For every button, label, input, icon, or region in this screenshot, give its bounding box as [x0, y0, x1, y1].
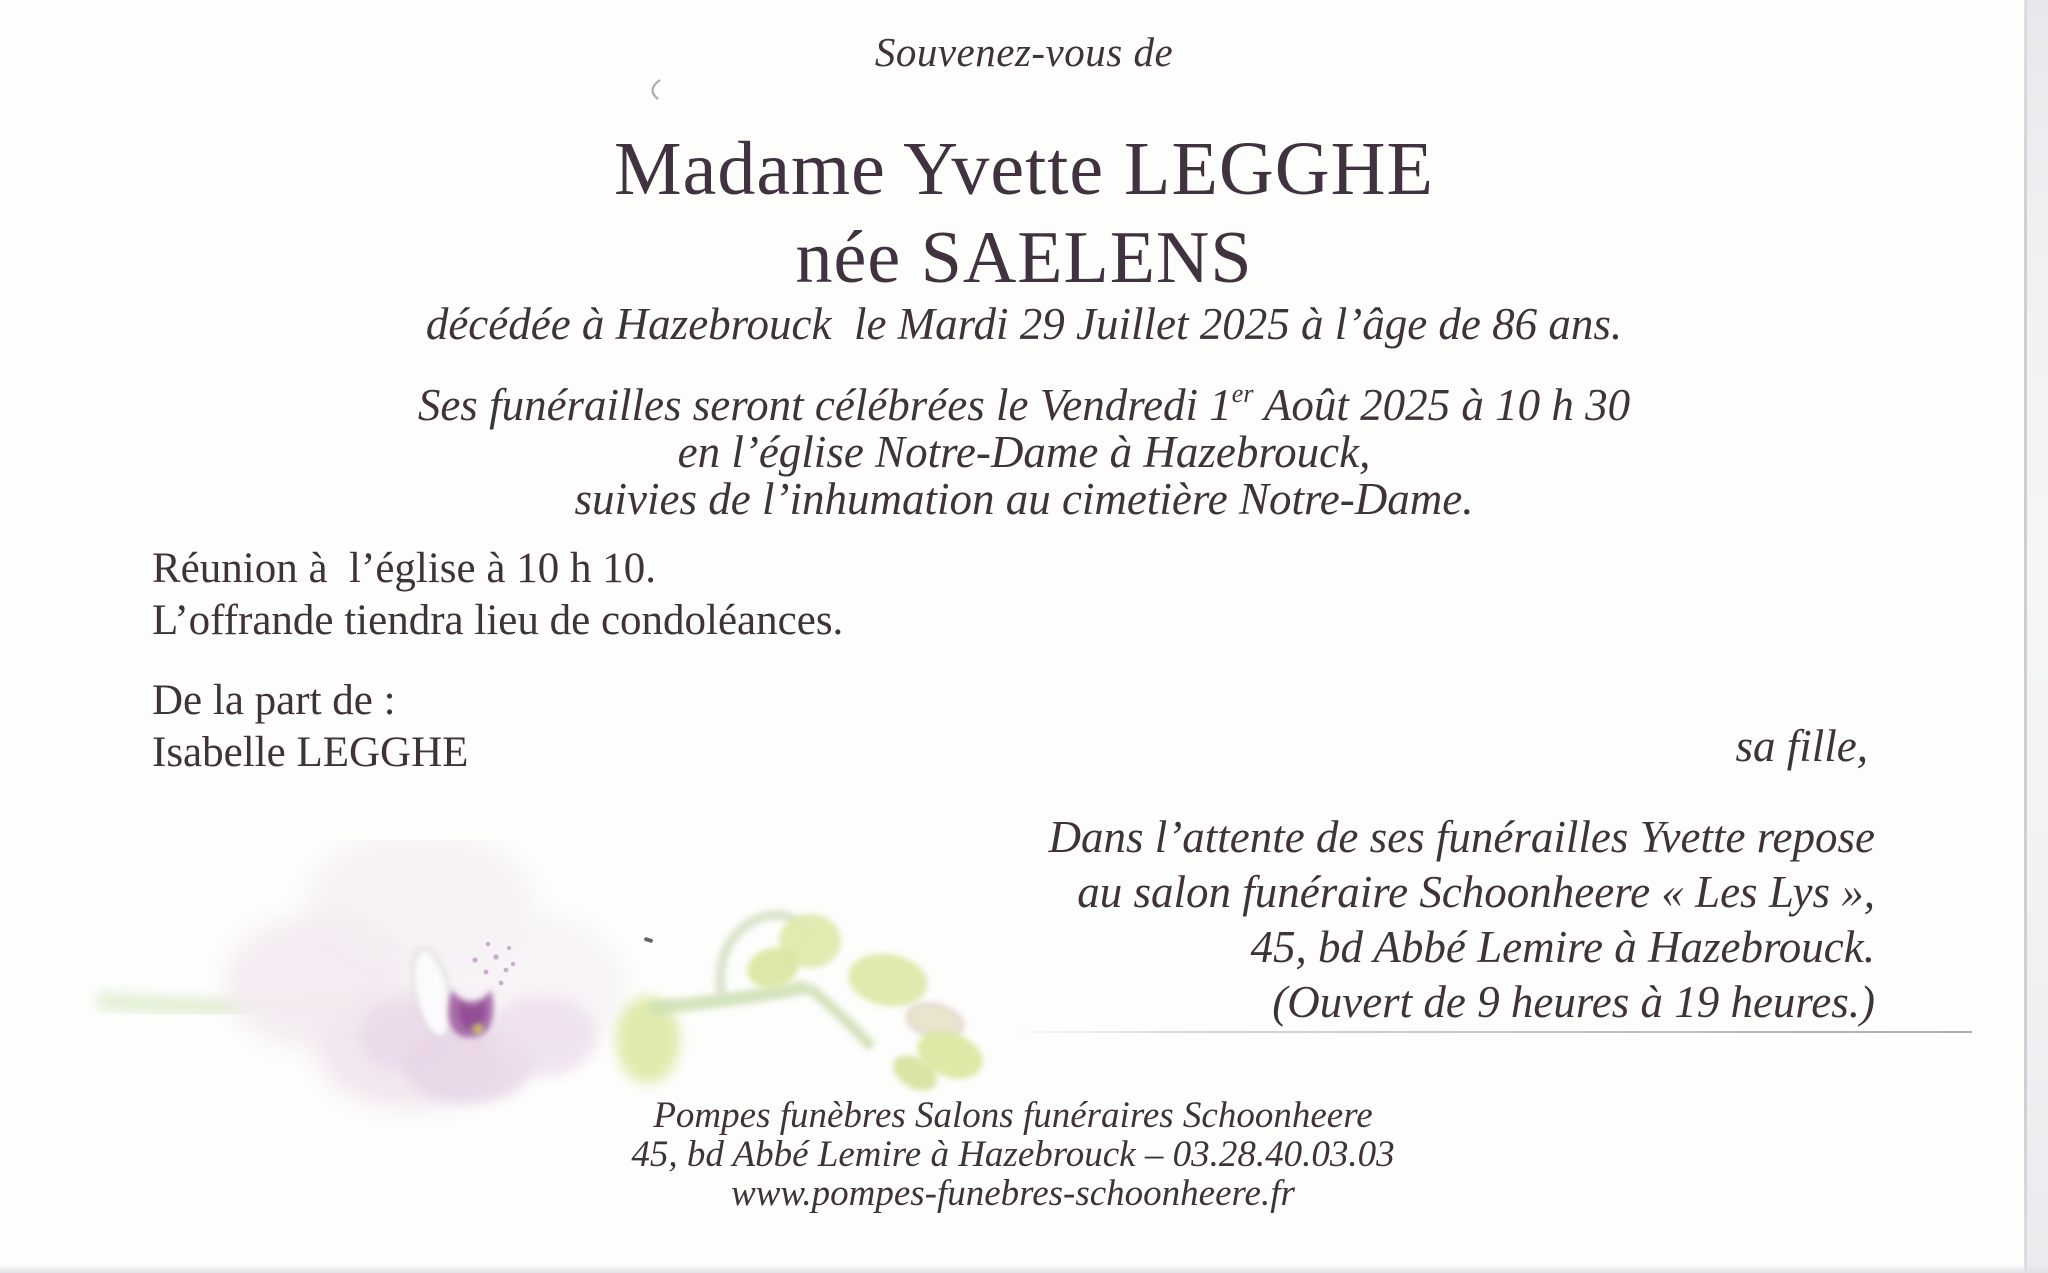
funeral-line-1-text: Ses funérailles seront célébrées le Vendredi 1	[417, 380, 1232, 430]
repose-line-4: (Ouvert de 9 heures à 19 heures.)	[1272, 977, 1875, 1027]
repose-line-2: au salon funéraire Schoonheere « Les Lys »,	[1077, 867, 1875, 917]
family-member-name: Isabelle LEGGHE	[152, 729, 469, 776]
deceased-name: Madame Yvette LEGGHE	[614, 127, 1434, 211]
funeral-details	[0, 370, 2048, 523]
family-relation: sa fille,	[1735, 721, 1868, 771]
orchid-illustration	[60, 840, 1020, 1130]
orchid-photo	[60, 840, 1020, 1130]
scan-edge-right	[2025, 0, 2048, 1273]
footer-company-line: Pompes funèbres Salons funéraires Schoonheere	[653, 1095, 1373, 1136]
funeral-home-footer	[0, 1096, 2026, 1213]
intro-line: Souvenez-vous de	[874, 29, 1174, 75]
repose-line-1: Dans l’attente de ses funérailles Yvette repose	[1048, 812, 1875, 862]
repose-block	[1048, 810, 1875, 1030]
footer-website: www.pompes-funebres-schoonheere.fr	[731, 1173, 1295, 1214]
scan-edge-right-line	[2024, 0, 2027, 1273]
divider-line	[1005, 1031, 1972, 1033]
bud-branch	[616, 914, 989, 1098]
scan-artifact-squiggle	[648, 78, 664, 102]
repose-line-3: 45, bd Abbé Lemire à Hazebrouck.	[1250, 922, 1875, 972]
ordinal-superscript: er	[1231, 379, 1254, 408]
scan-edge-bottom	[0, 1265, 2048, 1273]
meeting-line: Réunion à l’église à 10 h 10.	[152, 545, 656, 592]
offering-line: L’offrande tiendra lieu de condoléances.	[152, 597, 844, 644]
funeral-line-2: en l’église Notre-Dame à Hazebrouck,	[677, 427, 1371, 477]
maiden-name: née SAELENS	[795, 217, 1253, 299]
funeral-line-1-time: Août 2025 à 10 h 30	[1253, 380, 1631, 430]
from-intro: De la part de :	[152, 677, 396, 724]
footer-address-phone-line: 45, bd Abbé Lemire à Hazebrouck – 03.28.40.03.03	[631, 1134, 1395, 1175]
funeral-line-1	[0, 370, 2048, 429]
death-line: décédée à Hazebrouck le Mardi 29 Juillet 2025 à l’âge de 86 ans.	[425, 299, 1623, 349]
funeral-line-3: suivies de l’inhumation au cimetière Notre-Dame.	[574, 474, 1474, 524]
